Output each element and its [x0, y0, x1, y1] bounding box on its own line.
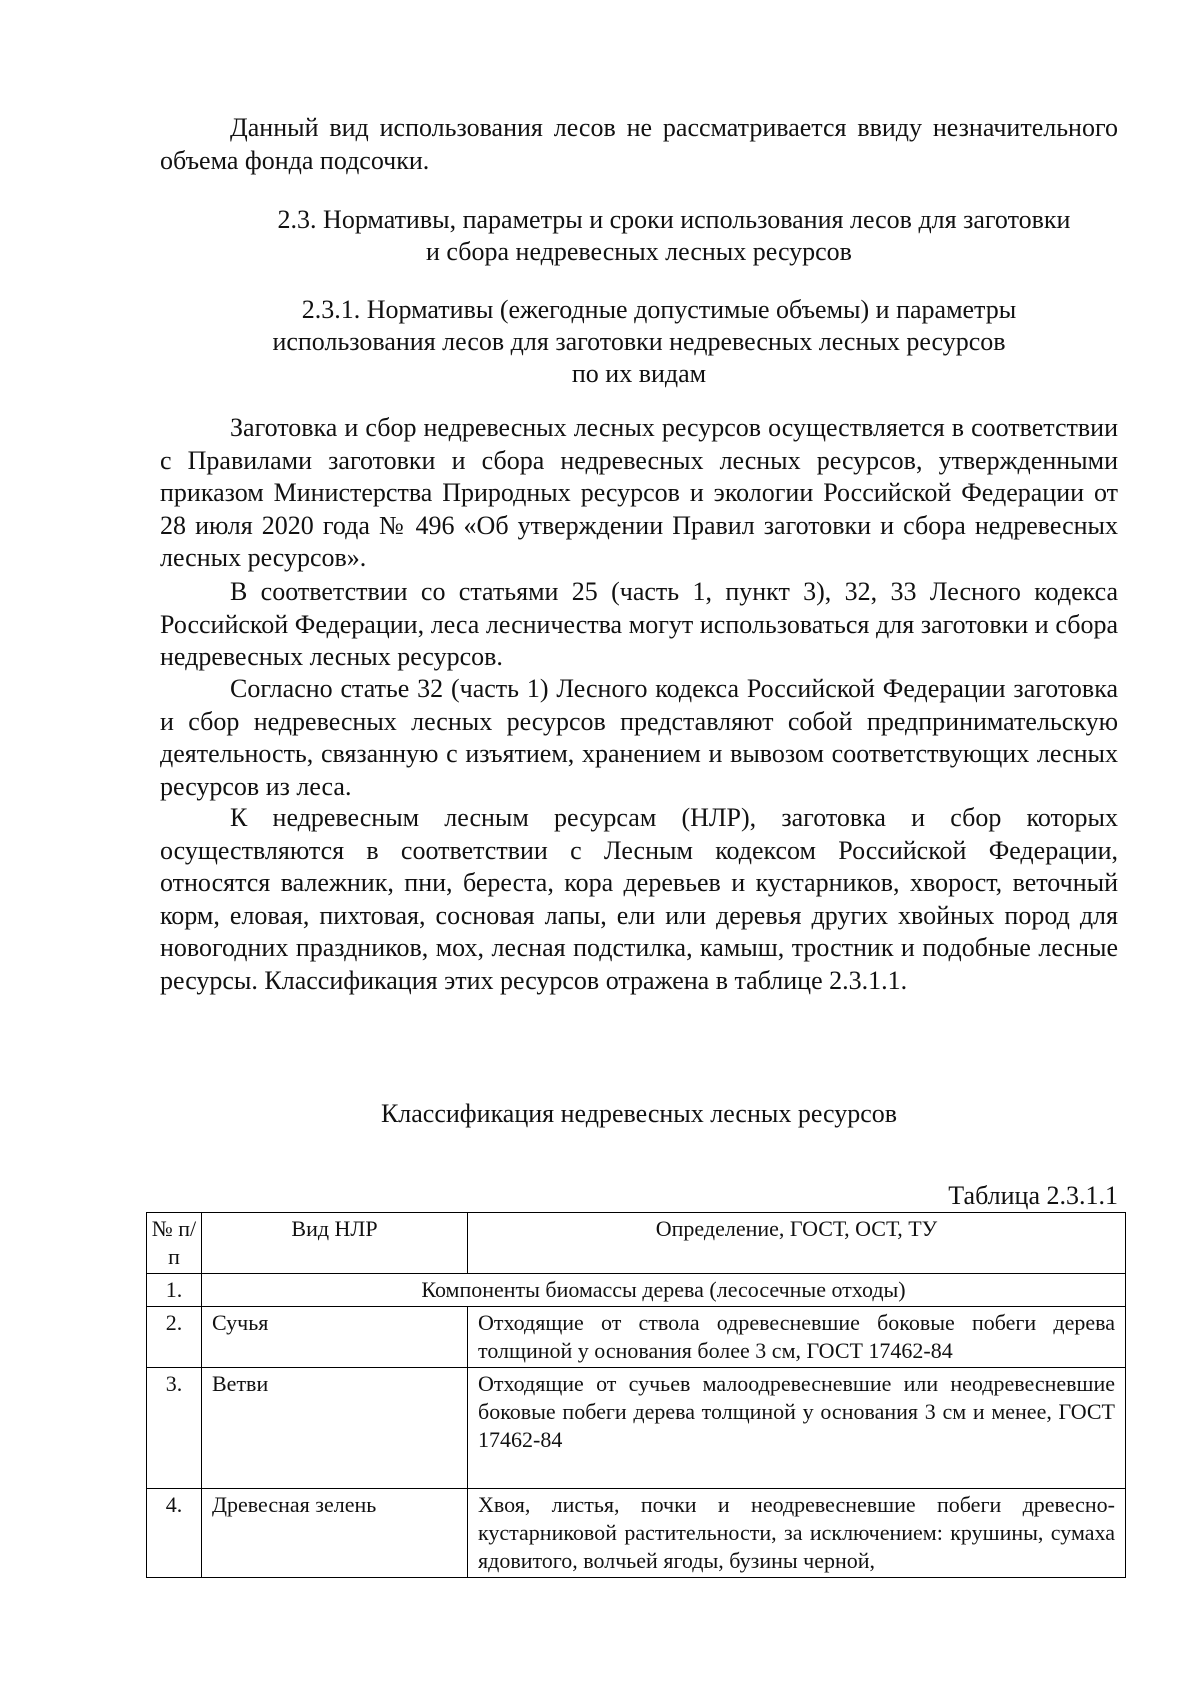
row-definition: Хвоя, листья, почки и неодревесневшие побеги древесно-кустарниковой растительности, за исключением: крушины, сумаха ядовитого, волчьей ягоды, бузины черной, — [468, 1489, 1126, 1578]
section-2-3-heading-line1: 2.3. Нормативы, параметры и сроки использования лесов для заготовки — [277, 205, 1071, 234]
row-definition: Отходящие от сучьев малоодревесневшие или неодревесневшие боковые побеги дерева толщиной у основания 3 см и менее, ГОСТ 17462-84 — [468, 1368, 1126, 1489]
intro-paragraph: Данный вид использования лесов не рассматривается ввиду незначительного объема фонда подсочки. — [160, 113, 1118, 175]
section-2-3-1-heading-line2: использования лесов для заготовки недревесных лесных ресурсов — [272, 327, 1006, 356]
section-2-3-heading-line2: и сбора недревесных лесных ресурсов — [426, 237, 852, 266]
row-num: 2. — [147, 1307, 202, 1368]
table-row — [147, 1307, 1126, 1368]
row-num: 3. — [147, 1368, 202, 1489]
row-type: Древесная зелень — [202, 1489, 468, 1578]
section-2-3-1-heading-line1: 2.3.1. Нормативы (ежегодные допустимые объемы) и параметры — [301, 295, 1017, 324]
table-caption: Таблица 2.3.1.1 — [948, 1181, 1118, 1210]
paragraph-articles: В соответствии со статьями 25 (часть 1, пункт 3), 32, 33 Лесного кодекса Российской Федерации, леса лесничества могут использоваться для заготовки и сбора недревесных лесных ресурсов. — [160, 577, 1118, 671]
table-row — [147, 1274, 1126, 1307]
row-type: Ветви — [202, 1368, 468, 1489]
header-num: № п/п — [147, 1213, 202, 1274]
table-header-row — [147, 1213, 1126, 1274]
section-2-3-heading — [160, 204, 1118, 268]
table-row — [147, 1489, 1126, 1578]
row-num: 4. — [147, 1489, 202, 1578]
table-title: Классификация недревесных лесных ресурсов — [380, 1099, 898, 1128]
nlr-classification-table — [146, 1212, 1126, 1578]
header-definition: Определение, ГОСТ, ОСТ, ТУ — [468, 1213, 1126, 1274]
row-type: Сучья — [202, 1307, 468, 1368]
header-type: Вид НЛР — [202, 1213, 468, 1274]
paragraph-nlr-list: К недревесным лесным ресурсам (НЛР), заготовка и сбор которых осуществляются в соответствии с Лесным кодексом Российской Федерации, относятся валежник, пни, береста, кора деревьев и кустарников, хворост, веточный корм, еловая, пихтовая, сосновая лапы, ели или деревья других хвойных пород для новогодних праздников, мох, лесная подстилка, камыш, тростник и подобные лесные ресурсы. Классификация этих ресурсов отражена в таблице 2.3.1.1. — [160, 803, 1118, 995]
section-2-3-1-heading-line3: по их видам — [571, 359, 707, 388]
paragraph-rules: Заготовка и сбор недревесных лесных ресурсов осуществляется в соответствии с Правилами заготовки и сбора недревесных лесных ресурсов, утвержденными приказом Министерства Природных ресурсов и экологии Российской Федерации от 28 июля 2020 года № 496 «Об утверждении Правил заготовки и сбора недревесных лесных ресурсов». — [160, 413, 1118, 572]
row-definition: Отходящие от ствола одревесневшие боковые побеги дерева толщиной у основания более 3 см, ГОСТ 17462-84 — [468, 1307, 1126, 1368]
row-group-title: Компоненты биомассы дерева (лесосечные отходы) — [202, 1274, 1126, 1307]
section-2-3-1-heading — [160, 294, 1118, 390]
row-num: 1. — [147, 1274, 202, 1307]
table-row — [147, 1368, 1126, 1489]
paragraph-article-32: Согласно статье 32 (часть 1) Лесного кодекса Российской Федерации заготовка и сбор недревесных лесных ресурсов представляют собой предпринимательскую деятельность, связанную с изъятием, хранением и вывозом соответствующих лесных ресурсов из леса. — [160, 674, 1118, 801]
